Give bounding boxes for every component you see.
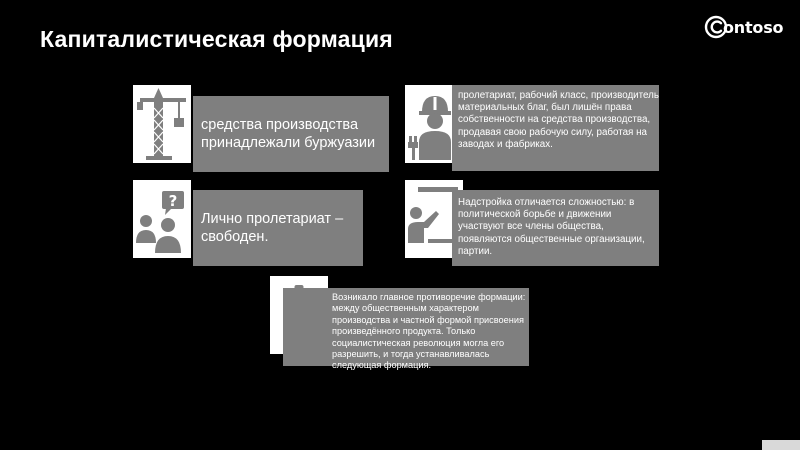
card-main-contradiction-text: Возникало главное противоречие формации: между общественным характером производства и частной формой присвоения произведённого продукта. Только социалистическая революция могла его разрешить, и тогда устанавливалась следующая формация. [332, 292, 526, 371]
card-means-of-production-panel [193, 96, 389, 172]
card-proletariat-text: пролетариат, рабочий класс, производитель материальных благ, был лишён права собственности на средства производства, продавая свою рабочую силу, работая на заводах и фабриках. [458, 90, 659, 150]
people-question-icon [134, 181, 190, 257]
card-means-of-production-text: средства производства принадлежали буржуазии [201, 117, 376, 151]
svg-text:?: ? [168, 192, 178, 210]
contoso-logo [704, 14, 788, 40]
crane-icon [134, 86, 190, 162]
logo-text: ontoso [723, 17, 784, 37]
card-superstructure-panel [452, 190, 659, 266]
card-free-proletariat-panel [193, 190, 363, 266]
people-question-tile [133, 180, 191, 258]
card-proletariat-panel [452, 85, 659, 171]
card-free-proletariat-text: Лично пролетариат – свободен. [201, 211, 344, 245]
crane-tile [133, 85, 191, 163]
slide-title: Капиталистическая формация [40, 26, 393, 52]
card-superstructure-text: Надстройка отличается сложностью: в политической борьбе и движении участвуют все члены общества, появляются общественные организации, партии. [458, 197, 645, 257]
bottom-strip [762, 440, 800, 450]
card-main-contradiction-panel [283, 288, 529, 371]
